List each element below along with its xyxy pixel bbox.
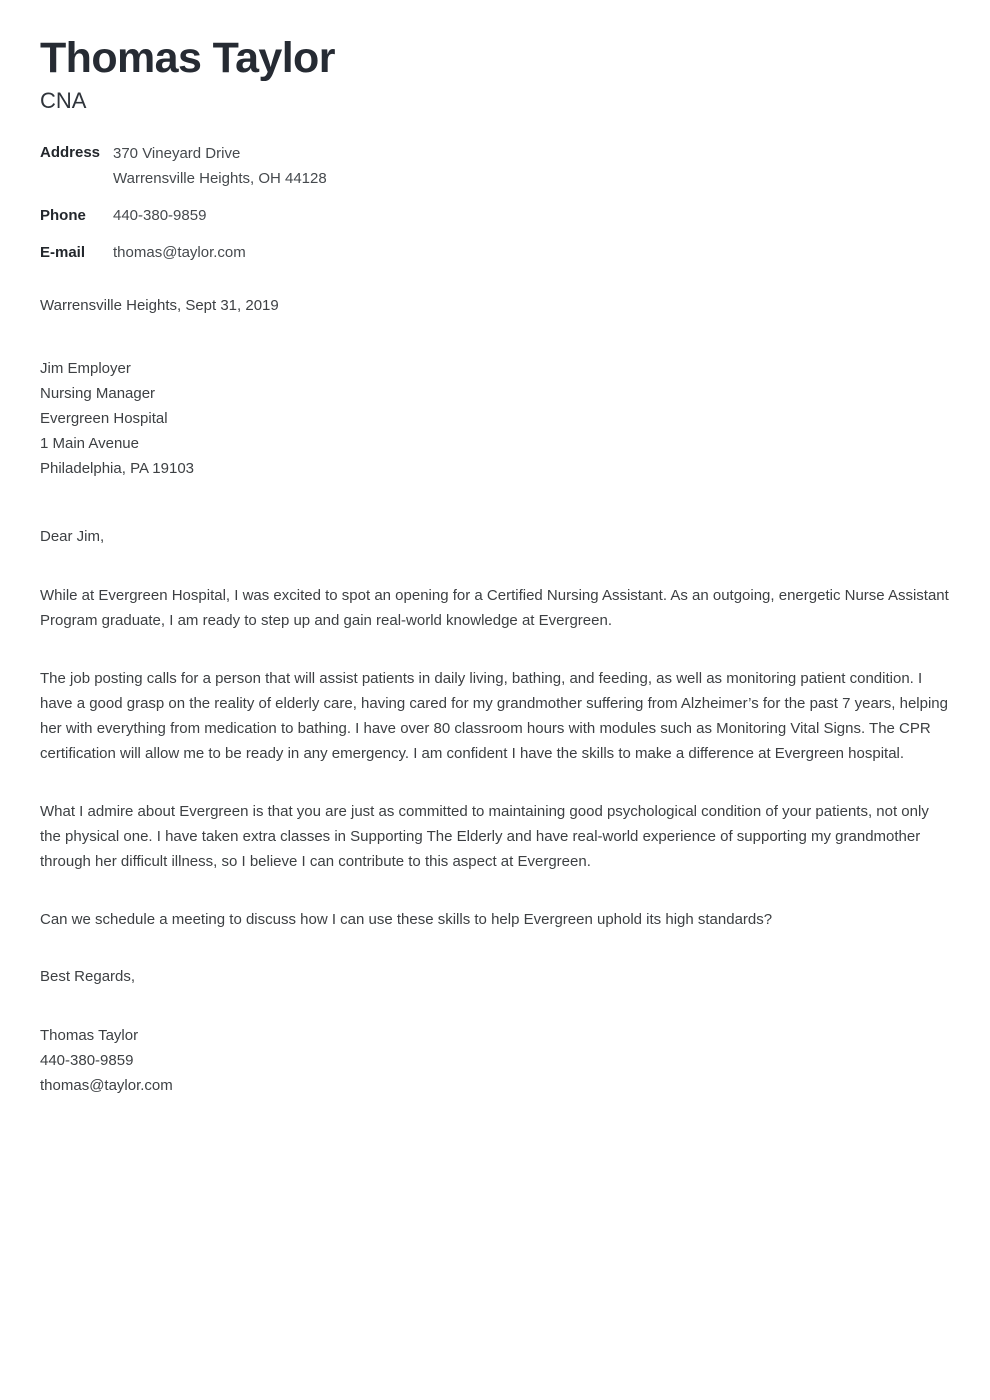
- address-line-2: Warrensville Heights, OH 44128: [113, 169, 327, 187]
- email-value[interactable]: thomas@taylor.com: [113, 244, 246, 262]
- body-paragraph-4: Can we schedule a meeting to discuss how I can use these skills to help Evergreen uphold its high standards?: [40, 911, 773, 929]
- page-title: Thomas Taylor: [40, 34, 335, 82]
- recipient-name: Jim Employer: [40, 359, 131, 377]
- recipient-company: Evergreen Hospital: [40, 409, 168, 427]
- recipient-city-state-zip: Philadelphia, PA 19103: [40, 459, 195, 477]
- body-paragraph-2: The job posting calls for a person that will assist patients in daily living, bathing, and feeding, as well as monitoring patient condition. I have a good grasp on the reality of elderly care, having cared for my grandmother suffering from Alzheimer’s for the past 7 years, helping her with everything from medication to bathing. I have over 80 classroom hours with modules such as Monitoring Vital Signs. The CPR certification will allow me to be ready in any emergency. I am confident I have the skills to make a difference at Evergreen hospital.: [40, 669, 948, 762]
- recipient-title: Nursing Manager: [40, 384, 156, 402]
- signature-phone: 440-380-9859: [40, 1052, 134, 1070]
- address-values: [113, 141, 950, 191]
- closing-salutation: Best Regards,: [40, 968, 136, 986]
- address-line-1: 370 Vineyard Drive: [113, 144, 241, 162]
- contact-row-email: [40, 241, 950, 265]
- contact-row-phone: [40, 204, 950, 228]
- signature-email[interactable]: thomas@taylor.com: [40, 1077, 173, 1095]
- job-title: CNA: [40, 88, 87, 114]
- signature-block: [40, 1023, 950, 1098]
- email-label: E-mail: [40, 244, 86, 262]
- recipient-address: [40, 356, 950, 481]
- date-line: Warrensville Heights, Sept 31, 2019: [40, 296, 279, 314]
- body-paragraph-3: What I admire about Evergreen is that you are just as committed to maintaining good psychological condition of your patients, not only the physical one. I have taken extra classes in Supporting The Elderly and have real-world experience of supporting my grandmother through her difficult illness, so I believe I can contribute to this aspect at Evergreen.: [40, 803, 929, 871]
- phone-label: Phone: [40, 206, 86, 224]
- recipient-street: 1 Main Avenue: [40, 434, 139, 452]
- phone-value: 440-380-9859: [113, 206, 207, 224]
- signature-name: Thomas Taylor: [40, 1027, 139, 1045]
- contact-row-address: [40, 141, 950, 191]
- address-label: Address: [40, 143, 101, 161]
- contact-details: [40, 141, 950, 266]
- salutation: Dear Jim,: [40, 527, 105, 545]
- body-paragraph-1: While at Evergreen Hospital, I was excited to spot an opening for a Certified Nursing Assistant. As an outgoing, energetic Nurse Assistant Program graduate, I am ready to step up and gain real-world knowledge at Evergreen.: [40, 586, 949, 629]
